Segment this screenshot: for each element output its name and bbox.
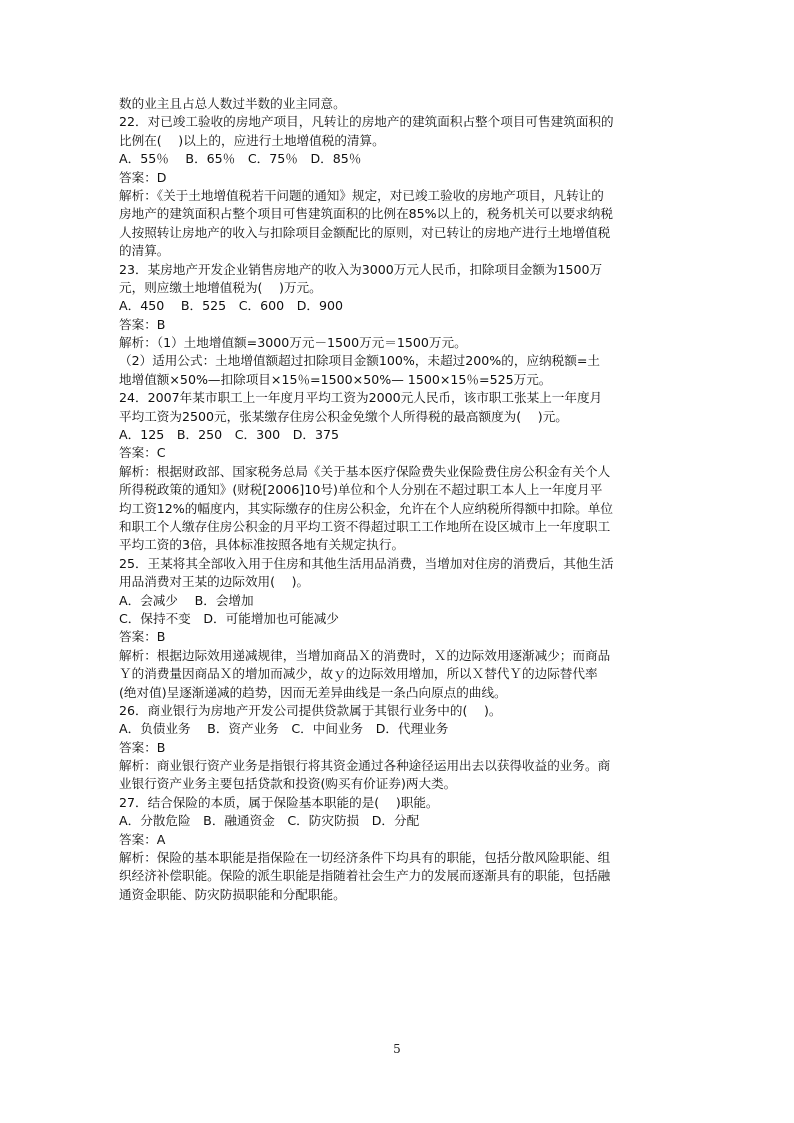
text-line: A．55％ B．65％ C．75％ D．85％ bbox=[119, 151, 362, 167]
text-line: 平均工资的3倍，具体标准按照各地有关规定执行。 bbox=[119, 537, 405, 553]
text-line: 答案：B bbox=[119, 739, 166, 755]
text-line: C．保持不变 D．可能增加也可能减少 bbox=[119, 610, 339, 626]
text-line: 用品消费对王某的边际效用( )。 bbox=[119, 574, 310, 590]
text-line: 答案：A bbox=[119, 831, 166, 847]
text-line: 27．结合保险的本质，属于保险基本职能的是( )职能。 bbox=[119, 794, 439, 810]
text-line: 24．2007年某市职工上一年度月平均工资为2000元人民币，该市职工张某上一年度月 bbox=[119, 390, 603, 406]
text-line: A．分散危险 B．融通资金 C．防灾防损 D．分配 bbox=[119, 813, 420, 829]
text-line: (绝对值)呈逐渐递减的趋势，因而无差异曲线是一条凸向原点的曲线。 bbox=[119, 684, 507, 700]
text-line: 解析：商业银行资产业务是指银行将其资金通过各种途径运用出去以获得收益的业务。商 bbox=[119, 758, 611, 774]
text-line: 解析：《关于土地增值税若干问题的通知》规定，对已竣工验收的房地产项目，凡转让的 bbox=[119, 187, 604, 203]
text-line: 的清算。 bbox=[119, 243, 170, 259]
page-number: 5 bbox=[393, 1042, 401, 1056]
text-line: 数的业主且占总人数过半数的业主同意。 bbox=[119, 96, 346, 111]
text-line: A．会减少 B．会增加 bbox=[119, 592, 254, 608]
text-line: Ｙ的消费量因商品Ｘ的增加而减少，故ｙ的边际效用增加，所以Ｘ替代Ｙ的边际替代率 bbox=[119, 666, 598, 682]
text-line: （2）适用公式：土地增值额超过扣除项目金额100%，未超过200%的，应纳税额=土 bbox=[119, 353, 600, 369]
text-line: 答案：C bbox=[119, 445, 166, 461]
text-line: 答案：B bbox=[119, 316, 166, 332]
text-line: 所得税政策的通知》(财税[2006]10号)单位和个人分别在不超过职工本人上一年度月平 bbox=[119, 482, 603, 498]
text-line: 和职工个人缴存住房公积金的月平均工资不得超过职工工作地所在设区城市上一年度职工 bbox=[119, 518, 611, 534]
text-line: 平均工资为2500元，张某缴存住房公积金免缴个人所得税的最高额度为( )元。 bbox=[119, 408, 568, 424]
text-line: 通资金职能、防灾防损职能和分配职能。 bbox=[119, 886, 346, 902]
text-line: 业银行资产业务主要包括贷款和投资(购买有价证券)两大类。 bbox=[119, 776, 457, 792]
text-line: 人按照转让房地产的收入与扣除项目金额配比的原则，对已转让的房地产进行土地增值税 bbox=[119, 224, 611, 240]
text-line: 26．商业银行为房地产开发公司提供贷款属于其银行业务中的( )。 bbox=[119, 702, 502, 718]
text-line: A．125 B．250 C．300 D．375 bbox=[119, 427, 340, 443]
document-body bbox=[119, 95, 679, 904]
text-line: 解析：保险的基本职能是指保险在一切经济条件下均具有的职能，包括分散风险职能、组 bbox=[119, 850, 611, 866]
text-line: 25．王某将其全部收入用于住房和其他生活用品消费，当增加对住房的消费后，其他生活 bbox=[119, 555, 614, 571]
text-line: 解析：根据边际效用递减规律，当增加商品Ｘ的消费时，Ｘ的边际效用逐渐减少；而商品 bbox=[119, 647, 611, 663]
text-line: 答案：B bbox=[119, 629, 166, 645]
text-line: 解析：（1）土地增值额=3000万元－1500万元＝1500万元。 bbox=[119, 335, 467, 351]
text-line: 元，则应缴土地增值税为( )万元。 bbox=[119, 279, 322, 295]
text-line: 地增值额×50%—扣除项目×15％=1500×50%— 1500×15％=525万元。 bbox=[119, 371, 552, 387]
text-line: 织经济补偿职能。保险的派生职能是指随着社会生产力的发展而逐渐具有的职能，包括融 bbox=[119, 868, 611, 884]
text-line: 解析：根据财政部、国家税务总局《关于基本医疗保险费失业保险费住房公积金有关个人 bbox=[119, 463, 611, 479]
text-line: 比例在( )以上的，应进行土地增值税的清算。 bbox=[119, 132, 385, 148]
text-line: A．450 B．525 C．600 D．900 bbox=[119, 298, 344, 314]
text-line: 房地产的建筑面积占整个项目可售建筑面积的比例在85%以上的，税务机关可以要求纳税 bbox=[119, 206, 613, 222]
text-line: 均工资12%的幅度内，其实际缴存的住房公积金，允许在个人应纳税所得额中扣除。单位 bbox=[119, 500, 613, 516]
text-line: 23．某房地产开发企业销售房地产的收入为3000万元人民币，扣除项目金额为1500万 bbox=[119, 261, 603, 277]
text-line: 答案：D bbox=[119, 169, 167, 185]
text-line: 22．对已竣工验收的房地产项目，凡转让的房地产的建筑面积占整个项目可售建筑面积的 bbox=[119, 114, 614, 130]
text-line: A．负债业务 B．资产业务 C．中间业务 D．代理业务 bbox=[119, 721, 449, 737]
